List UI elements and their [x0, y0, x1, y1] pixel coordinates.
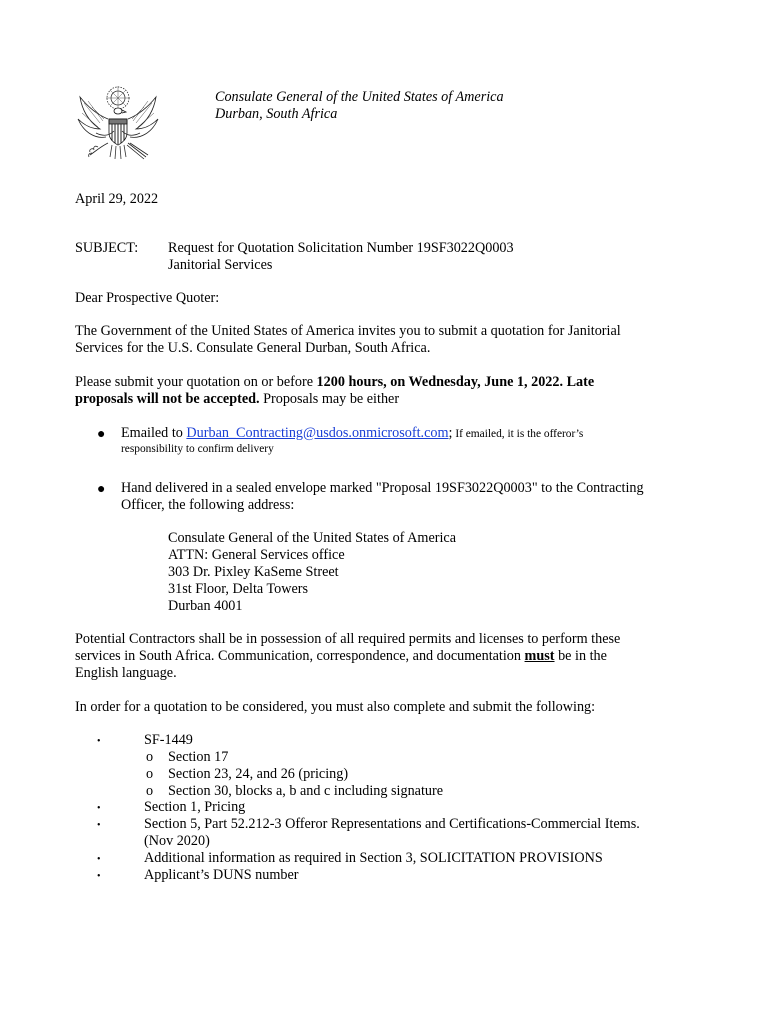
option-hand-line-2: Officer, the following address:: [121, 497, 295, 513]
subject-line-2: Janitorial Services: [168, 257, 273, 273]
bullet-dot-icon: •: [97, 820, 101, 831]
salutation: Dear Prospective Quoter:: [75, 290, 220, 306]
deadline-line-1: [75, 374, 594, 391]
sub-marker-icon: o: [146, 749, 154, 765]
req-duns: Applicant’s DUNS number: [144, 867, 299, 883]
letterhead-line-1: Consulate General of the United States of America: [215, 89, 504, 105]
req-sub-3: Section 30, blocks a, b and c including signature: [168, 783, 444, 799]
subject-label: SUBJECT:: [75, 240, 139, 256]
great-seal-eagle-icon: [70, 85, 162, 167]
intro-line-1: The Government of the United States of America invites you to submit a quotation for Janitorial: [75, 323, 621, 339]
option-email-pre: Emailed to: [121, 425, 187, 441]
address-line-1: Consulate General of the United States of America: [168, 530, 456, 546]
req-section-5-line-2: (Nov 2020): [144, 833, 210, 849]
req-sf1449: SF-1449: [144, 732, 193, 748]
req-sub-1: Section 17: [168, 749, 229, 765]
bullet-dot-icon: ●: [97, 482, 106, 497]
bullet-dot-icon: ●: [97, 427, 106, 442]
option-email-note-2: responsibility to confirm delivery: [121, 443, 274, 455]
req-section-3: Additional information as required in Section 3, SOLICITATION PROVISIONS: [144, 850, 603, 866]
bullet-dot-icon: •: [97, 736, 101, 747]
sub-marker-icon: o: [146, 766, 154, 782]
intro-line-2: Services for the U.S. Consulate General Durban, South Africa.: [75, 340, 431, 356]
req-section-1: Section 1, Pricing: [144, 799, 246, 815]
sub-marker-icon: o: [146, 783, 154, 799]
deadline-post: Proposals may be either: [259, 391, 400, 407]
contractors-line-2-post: be in the: [554, 648, 607, 664]
option-email-semicolon: ;: [448, 425, 453, 441]
address-line-3: 303 Dr. Pixley KaSeme Street: [168, 564, 339, 580]
option-email-line-1: [121, 425, 583, 442]
option-email-note-1: If emailed, it is the offeror’s: [452, 428, 584, 440]
address-line-4: 31st Floor, Delta Towers: [168, 581, 309, 597]
address-line-5: Durban 4001: [168, 598, 243, 614]
contractors-line-2-pre: services in South Africa. Communication, correspondence, and documentation: [75, 648, 525, 664]
contractors-line-1: Potential Contractors shall be in possession of all required permits and licenses to perform these: [75, 631, 621, 647]
subject-line-1: Request for Quotation Solicitation Number 19SF3022Q0003: [168, 240, 514, 256]
req-sub-2: Section 23, 24, and 26 (pricing): [168, 766, 349, 782]
address-line-2: ATTN: General Services office: [168, 547, 345, 563]
letter-date: April 29, 2022: [75, 191, 159, 207]
letterhead-line-2: Durban, South Africa: [215, 106, 338, 122]
deadline-pre: Please submit your quotation on or before: [75, 374, 317, 390]
email-link[interactable]: Durban_Contracting@usdos.onmicrosoft.com: [186, 425, 449, 441]
req-section-5-line-1: Section 5, Part 52.212-3 Offeror Representations and Certifications-Commercial Items.: [144, 816, 640, 832]
bullet-dot-icon: •: [97, 803, 101, 814]
contractors-line-3: English language.: [75, 665, 177, 681]
contractors-line-2: [75, 648, 607, 665]
deadline-bold-1: 1200 hours, on Wednesday, June 1, 2022. Late: [316, 374, 595, 390]
deadline-line-2: [75, 391, 399, 408]
requirements-intro: In order for a quotation to be considered, you must also complete and submit the following:: [75, 699, 596, 715]
deadline-bold-2: proposals will not be accepted.: [75, 391, 260, 407]
option-hand-line-1: Hand delivered in a sealed envelope marked "Proposal 19SF3022Q0003" to the Contracting: [121, 480, 644, 496]
contractors-must: must: [524, 648, 555, 664]
bullet-dot-icon: •: [97, 854, 101, 865]
bullet-dot-icon: •: [97, 871, 101, 882]
